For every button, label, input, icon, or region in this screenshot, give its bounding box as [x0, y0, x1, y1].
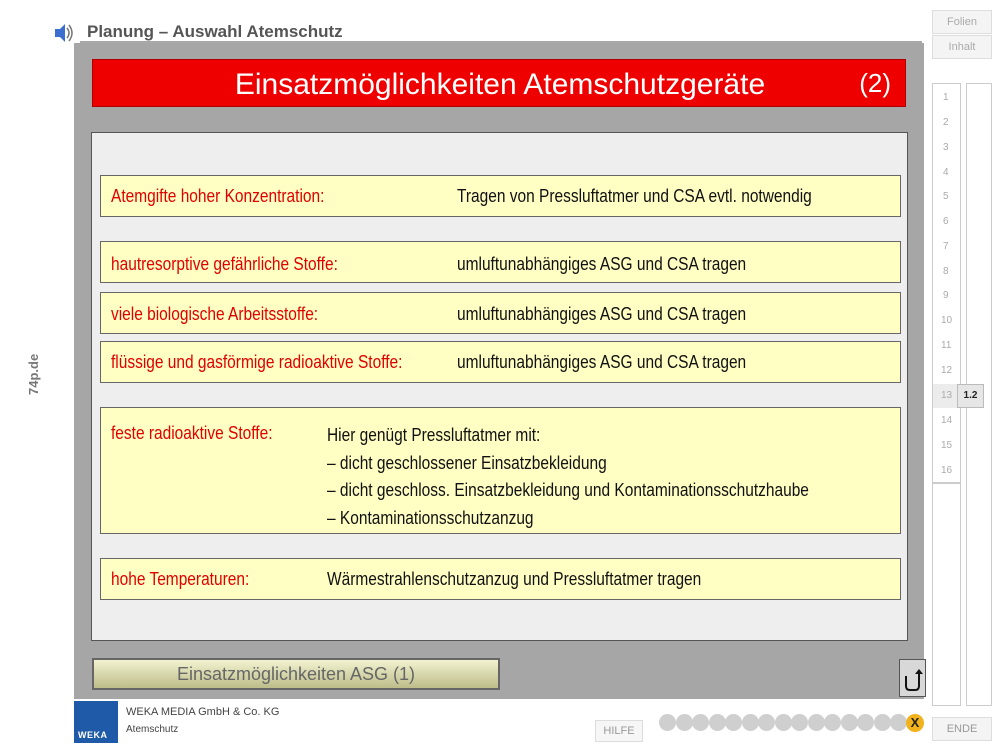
- slide-link[interactable]: 8: [943, 266, 949, 277]
- row-value: umluftunabhängiges ASG und CSA tragen: [457, 304, 747, 324]
- page-title: Planung – Auswahl Atemschutz: [87, 22, 343, 41]
- speaker-icon[interactable]: [52, 22, 74, 44]
- slide-list-empty: [932, 483, 961, 706]
- progress-dot: [709, 714, 726, 731]
- row-value-line: – dicht geschlossener Einsatzbekleidung: [327, 452, 607, 473]
- progress-dot: [659, 714, 676, 731]
- slide-link[interactable]: 15: [941, 440, 953, 451]
- slide-link[interactable]: 14: [941, 415, 953, 426]
- progress-dot: [692, 714, 709, 731]
- slide-link[interactable]: 1: [943, 92, 949, 103]
- return-arrow-icon[interactable]: [899, 659, 926, 697]
- info-row: [100, 341, 901, 383]
- progress-dot: [841, 714, 858, 731]
- info-row: [100, 292, 901, 334]
- slide-subnumber: (2): [859, 68, 891, 98]
- folien-button[interactable]: Folien: [932, 10, 992, 34]
- product-name: Atemschutz: [126, 724, 179, 735]
- row-value-line: Hier genügt Pressluftatmer mit:: [327, 425, 541, 445]
- end-button[interactable]: ENDE: [932, 717, 992, 741]
- slide-link[interactable]: 7: [943, 241, 949, 252]
- row-value: Wärmestrahlenschutzanzug und Pressluftatmer tragen: [327, 569, 702, 589]
- progress-dot: [775, 714, 792, 731]
- progress-dot: [791, 714, 808, 731]
- info-row: [100, 407, 901, 534]
- slide-title: Einsatzmöglichkeiten Atemschutzgeräte: [234, 68, 766, 101]
- slide-title-bar: [92, 59, 906, 107]
- site-label: 74p.de: [26, 353, 41, 395]
- company-name: WEKA MEDIA GmbH & Co. KG: [126, 706, 280, 718]
- row-label: Atemgifte hoher Konzentration:: [111, 186, 325, 206]
- logo-text: WEKA: [78, 730, 108, 740]
- row-value-line: – Kontaminationsschutzanzug: [327, 507, 534, 528]
- progress-dot: [808, 714, 825, 731]
- progress-dot: [742, 714, 759, 731]
- progress-dot: [758, 714, 775, 731]
- slide-link[interactable]: 5: [943, 191, 949, 202]
- row-value: Tragen von Pressluftatmer und CSA evtl. notwendig: [457, 186, 812, 206]
- slide-link[interactable]: 9: [943, 290, 949, 301]
- previous-topic-button[interactable]: Einsatzmöglichkeiten ASG (1): [92, 658, 500, 690]
- slide-link[interactable]: 4: [943, 167, 949, 178]
- slide-link[interactable]: 16: [941, 465, 953, 476]
- info-row: [100, 175, 901, 217]
- slide-link[interactable]: 3: [943, 142, 949, 153]
- current-slide-indicator: 1.2: [957, 384, 984, 408]
- progress-dot: [676, 714, 693, 731]
- slide-link-active[interactable]: 13: [933, 384, 960, 408]
- row-value-line: – dicht geschloss. Einsatzbekleidung und Kontaminationsschutzhaube: [327, 480, 809, 500]
- row-label: hautresorptive gefährliche Stoffe:: [111, 254, 338, 274]
- inhalt-button[interactable]: Inhalt: [932, 35, 992, 59]
- progress-dot: [824, 714, 841, 731]
- row-label: feste radioaktive Stoffe:: [111, 423, 273, 443]
- progress-close-icon[interactable]: X: [906, 714, 924, 732]
- slide-link[interactable]: 6: [943, 216, 949, 227]
- row-value: umluftunabhängiges ASG und CSA tragen: [457, 352, 747, 372]
- row-value: umluftunabhängiges ASG und CSA tragen: [457, 254, 747, 274]
- row-label: viele biologische Arbeitsstoffe:: [111, 304, 319, 324]
- progress-dot: [874, 714, 891, 731]
- help-button[interactable]: HILFE: [595, 720, 643, 742]
- row-value-lines: [327, 422, 809, 532]
- slide-link[interactable]: 2: [943, 117, 949, 128]
- info-row: [100, 558, 901, 600]
- slide-list: [932, 83, 961, 483]
- progress-dot: [725, 714, 742, 731]
- slide-link[interactable]: 11: [941, 340, 952, 351]
- row-label: hohe Temperaturen:: [111, 569, 250, 589]
- slide-link[interactable]: 10: [941, 315, 953, 326]
- row-label: flüssige und gasförmige radioaktive Stoffe:: [111, 352, 403, 372]
- info-row: [100, 241, 901, 283]
- slide-link[interactable]: 12: [941, 365, 953, 376]
- progress-dot: [857, 714, 874, 731]
- progress-dot: [890, 714, 907, 731]
